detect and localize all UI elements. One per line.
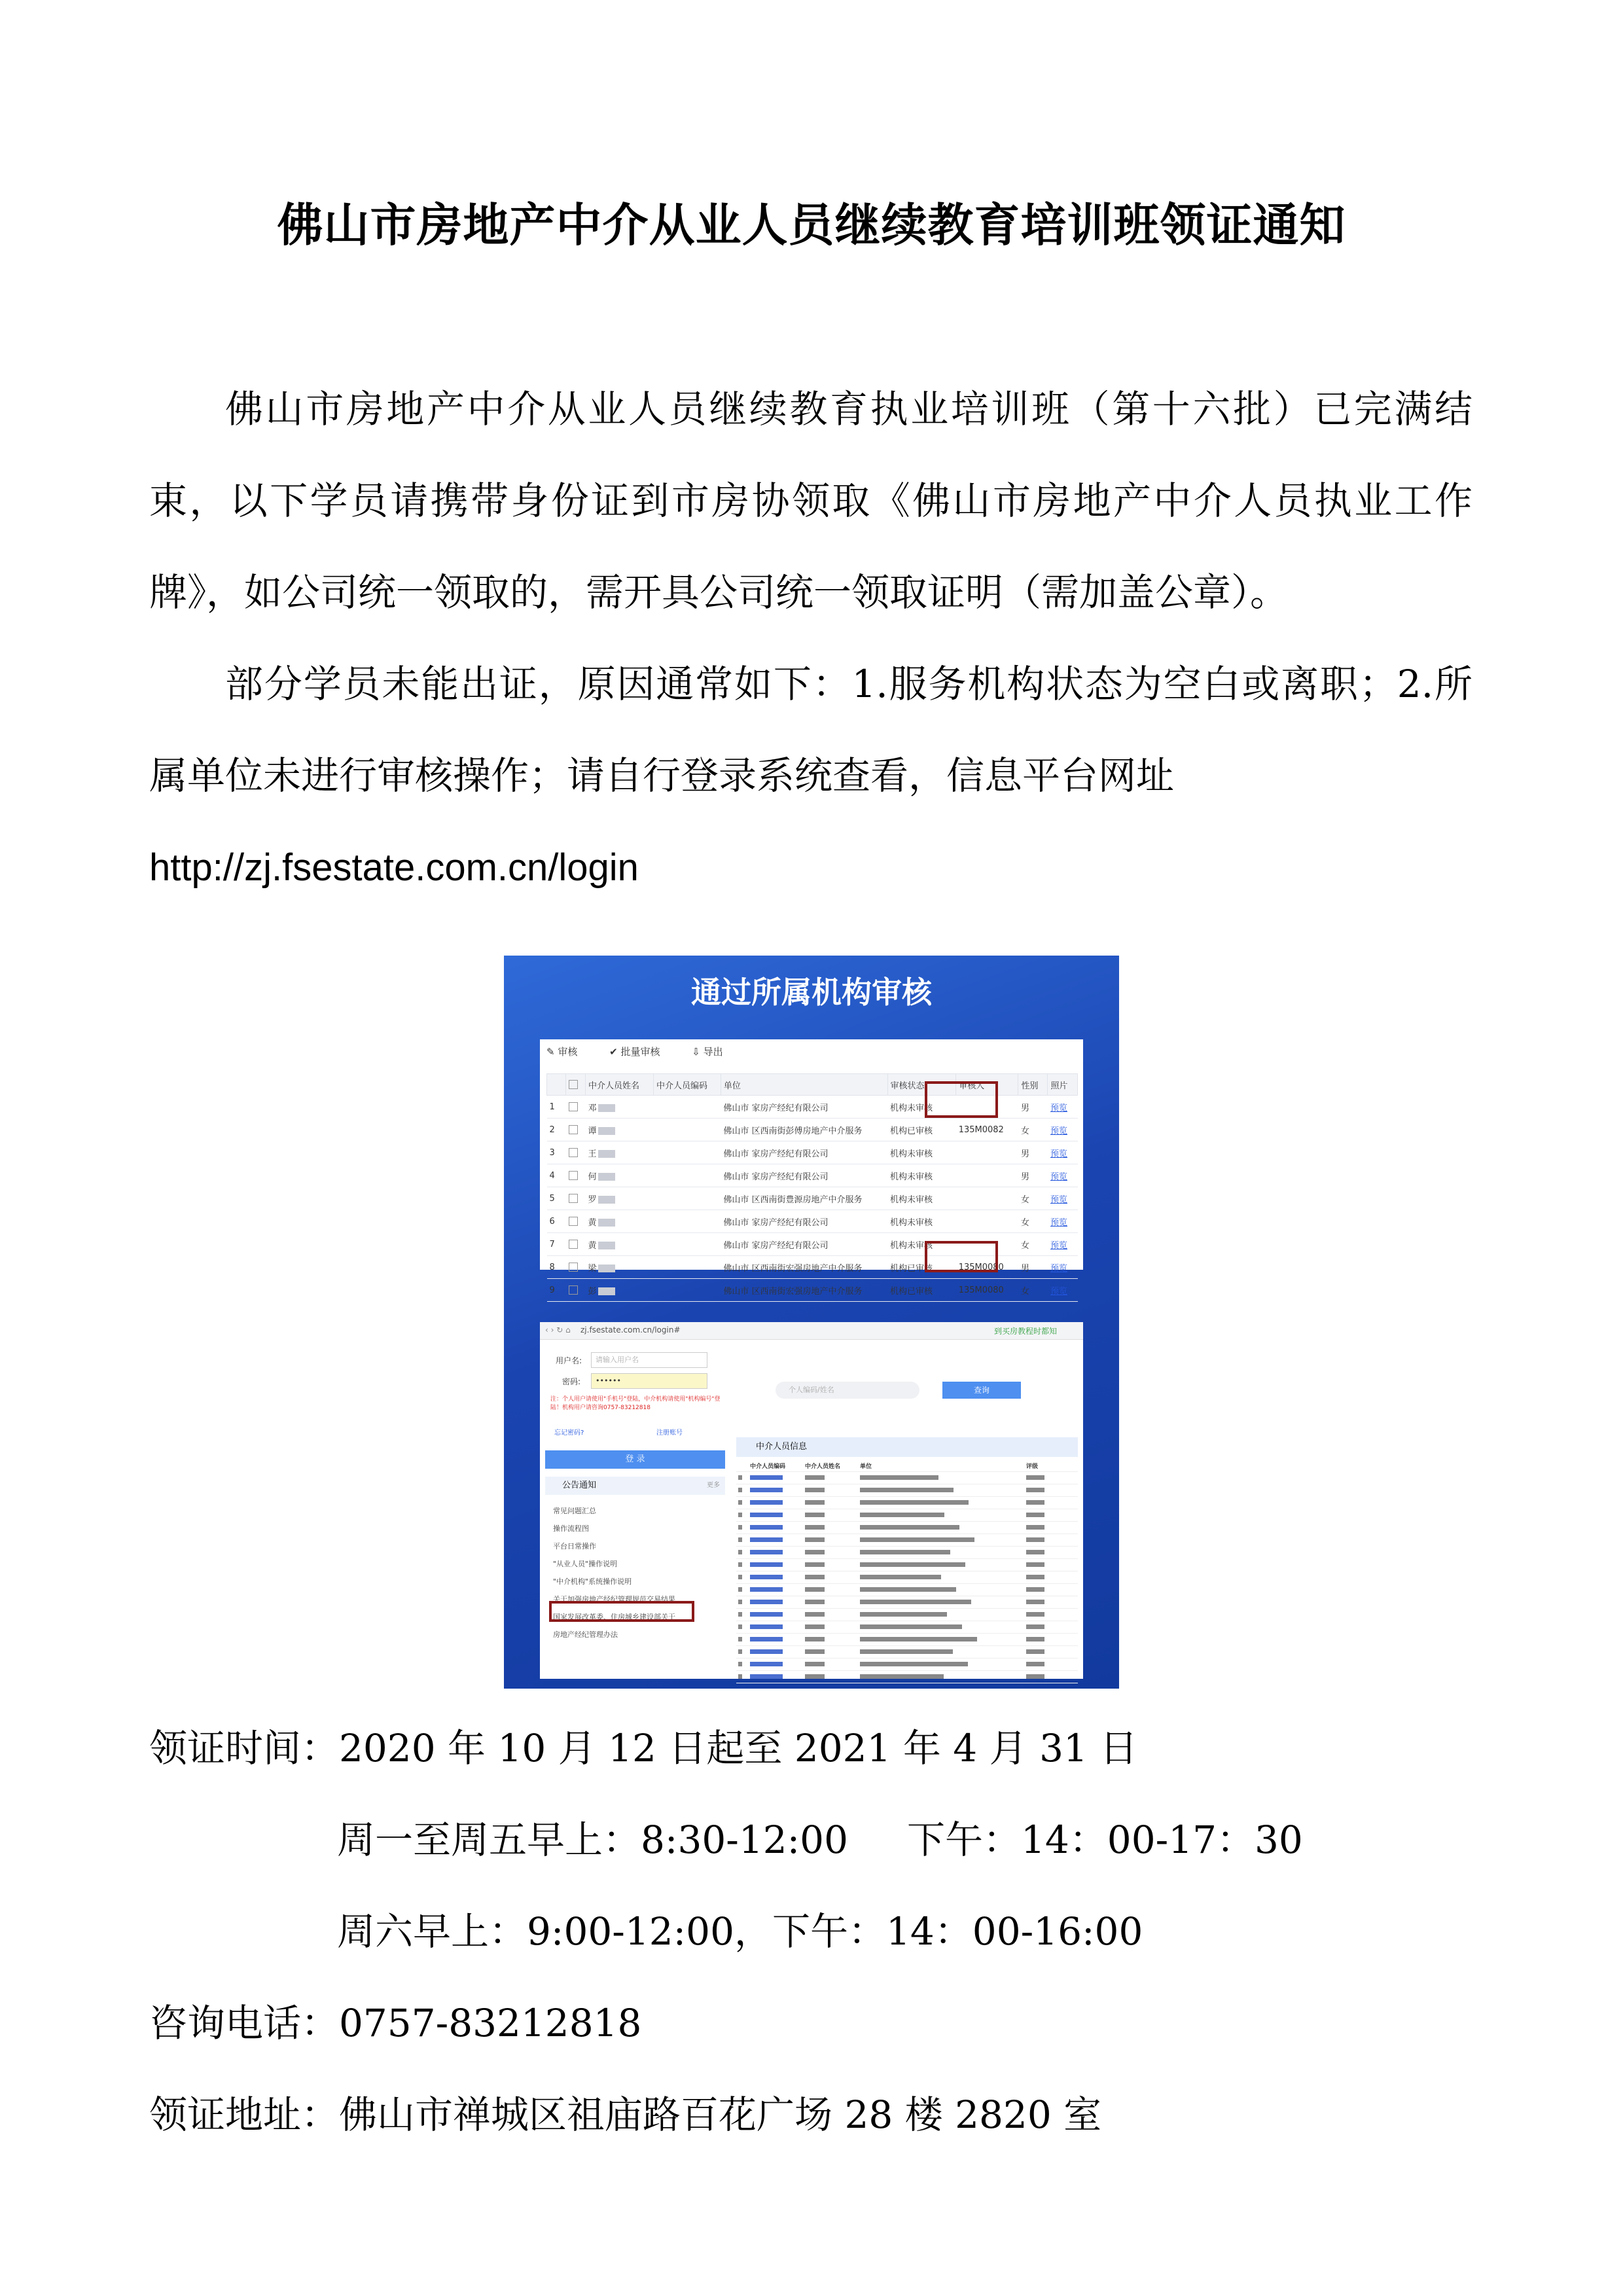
- address-right-text: 到买房教程时都知: [993, 1327, 1057, 1336]
- row-code: [653, 1187, 721, 1210]
- col-reviewer[interactable]: 审核人: [956, 1074, 1018, 1096]
- notice-title: 公告通知: [562, 1480, 597, 1490]
- col-gender[interactable]: 性别: [1018, 1074, 1048, 1096]
- row-gender: 男: [1018, 1256, 1048, 1279]
- row-status: 机构已审核: [887, 1119, 956, 1141]
- list-header-cell: 评级: [1024, 1460, 1078, 1472]
- row-checkbox[interactable]: [569, 1125, 578, 1134]
- batch-review-button[interactable]: ✔ 批量审核: [609, 1046, 660, 1058]
- password-label: 密码:: [562, 1377, 581, 1386]
- search-input[interactable]: 个人编码/姓名: [776, 1382, 919, 1399]
- row-gender: 女: [1018, 1279, 1048, 1302]
- row-status: 机构已审核: [887, 1279, 956, 1302]
- row-reviewer: 135M0080: [956, 1256, 1018, 1279]
- row-photo-link[interactable]: 预览: [1048, 1164, 1078, 1187]
- collection-address: 领证地址：佛山市禅城区祖庙路百花广场 28 楼 2820 室: [149, 2092, 1102, 2137]
- row-reviewer: [956, 1187, 1018, 1210]
- row-gender: 女: [1018, 1187, 1048, 1210]
- list-item[interactable]: [736, 1547, 1078, 1559]
- review-table-panel: [540, 1039, 1083, 1297]
- row-checkbox[interactable]: [569, 1171, 578, 1180]
- row-code: [653, 1210, 721, 1233]
- list-header-cell: 中介人员姓名: [803, 1460, 858, 1472]
- row-status: 机构未审核: [887, 1164, 956, 1187]
- weekday-morning: 周一至周五早上：8:30-12:00: [337, 1818, 848, 1862]
- row-unit: 佛山市 家房产经纪有限公司: [721, 1210, 887, 1233]
- row-status: 机构未审核: [887, 1096, 956, 1119]
- search-button[interactable]: 查询: [942, 1382, 1021, 1399]
- row-gender: 女: [1018, 1210, 1048, 1233]
- list-item[interactable]: [736, 1634, 1078, 1646]
- search-pane: [736, 1346, 1078, 1673]
- col-name[interactable]: 中介人员姓名: [586, 1074, 654, 1096]
- list-header-row: [736, 1460, 1078, 1472]
- list-item[interactable]: [736, 1571, 1078, 1584]
- collection-time: 领证时间：2020 年 10 月 12 日起至 2021 年 4 月 31 日: [149, 1726, 1138, 1770]
- row-number: 5: [547, 1187, 566, 1210]
- notice-item[interactable]: 国家发展改革委、住房城乡建设部关于: [553, 1613, 675, 1621]
- list-item[interactable]: [736, 1584, 1078, 1596]
- row-code: [653, 1233, 721, 1256]
- row-name: 梁: [586, 1256, 654, 1279]
- notice-item[interactable]: "从业人员"操作说明: [553, 1560, 618, 1568]
- row-reviewer: 135M0082: [956, 1119, 1018, 1141]
- col-status[interactable]: 审核状态: [887, 1074, 956, 1096]
- row-code: [653, 1256, 721, 1279]
- row-checkbox[interactable]: [569, 1240, 578, 1249]
- row-checkbox[interactable]: [569, 1148, 578, 1157]
- table-row[interactable]: [547, 1141, 1078, 1164]
- row-name: 谭: [586, 1119, 654, 1141]
- row-unit: 佛山市 区西南街宏强房地产中介服务: [721, 1279, 887, 1302]
- toolbar: [546, 1045, 752, 1058]
- col-code[interactable]: 中介人员编码: [653, 1074, 721, 1096]
- row-checkbox[interactable]: [569, 1263, 578, 1272]
- row-photo-link[interactable]: 预览: [1048, 1210, 1078, 1233]
- address-url: zj.fsestate.com.cn/login#: [580, 1325, 681, 1335]
- row-number: 7: [547, 1233, 566, 1256]
- weekday-hours: [337, 1809, 1303, 1864]
- row-photo-link[interactable]: 预览: [1048, 1256, 1078, 1279]
- login-button[interactable]: 登 录: [545, 1450, 725, 1469]
- agent-list-table: [736, 1460, 1078, 1683]
- row-name: 黄: [586, 1210, 654, 1233]
- row-photo-link[interactable]: 预览: [1048, 1233, 1078, 1256]
- system-guide-highlight-box: [549, 1601, 694, 1622]
- row-number: 4: [547, 1164, 566, 1187]
- row-status: 机构未审核: [887, 1210, 956, 1233]
- row-code: [653, 1141, 721, 1164]
- table-row[interactable]: [547, 1210, 1078, 1233]
- address-bar[interactable]: [540, 1322, 1083, 1340]
- list-title: 中介人员信息: [736, 1437, 1078, 1457]
- col-photo[interactable]: 照片: [1048, 1074, 1078, 1096]
- list-item[interactable]: [736, 1472, 1078, 1484]
- row-name: 罗: [586, 1187, 654, 1210]
- list-item[interactable]: [736, 1534, 1078, 1547]
- notice-item[interactable]: 操作流程图: [553, 1524, 589, 1533]
- row-photo-link[interactable]: 预览: [1048, 1279, 1078, 1302]
- row-unit: 佛山市 家房产经纪有限公司: [721, 1164, 887, 1187]
- row-number: 6: [547, 1210, 566, 1233]
- row-reviewer: 135M0080: [956, 1279, 1018, 1302]
- list-item[interactable]: [736, 1621, 1078, 1634]
- list-header-cell: 中介人员编码: [748, 1460, 803, 1472]
- register-link[interactable]: 注册账号: [656, 1429, 683, 1437]
- review-table: [546, 1073, 1078, 1302]
- nav-icons[interactable]: ‹ › ↻ ⌂: [545, 1325, 571, 1335]
- row-name: 黄: [586, 1233, 654, 1256]
- notice-paragraph-2-text: 部分学员未能出证，原因通常如下：1.服务机构状态为空白或离职；2.所属单位未进行审核操作；请自行登录系统查看，信息平台网址: [149, 662, 1472, 798]
- row-unit: 佛山市 家房产经纪有限公司: [721, 1233, 887, 1256]
- export-button[interactable]: ⇩ 导出: [692, 1046, 723, 1058]
- list-item[interactable]: [736, 1484, 1078, 1497]
- login-hint: 注：个人用户请使用"手机号"登陆，中介机构请使用"机构编号"登陆！机构用户请咨询0757-83212818: [550, 1396, 721, 1411]
- table-row[interactable]: [547, 1164, 1078, 1187]
- username-input[interactable]: 请输入用户名: [591, 1352, 707, 1368]
- username-label: 用户名:: [556, 1356, 582, 1365]
- row-unit: 佛山市 区西南街宏强房地产中介服务: [721, 1256, 887, 1279]
- row-photo-link[interactable]: 预览: [1048, 1119, 1078, 1141]
- page-title: 佛山市房地产中介从业人员继续教育培训班领证通知: [277, 198, 1346, 252]
- row-name: 王: [586, 1141, 654, 1164]
- table-row[interactable]: [547, 1279, 1078, 1302]
- row-gender: 男: [1018, 1096, 1048, 1119]
- review-button[interactable]: ✎ 审核: [546, 1046, 578, 1058]
- list-item[interactable]: [736, 1509, 1078, 1522]
- notice-item[interactable]: 平台日常操作: [553, 1542, 596, 1551]
- row-code: [653, 1119, 721, 1141]
- notice-item[interactable]: 房地产经纪管理办法: [553, 1630, 618, 1639]
- row-name: 何: [586, 1164, 654, 1187]
- row-unit: 佛山市 家房产经纪有限公司: [721, 1141, 887, 1164]
- list-item[interactable]: [736, 1596, 1078, 1609]
- row-unit: 佛山市 区西南街彭傅房地产中介服务: [721, 1119, 887, 1141]
- notice-item[interactable]: "中介机构"系统操作说明: [553, 1577, 632, 1586]
- row-checkbox[interactable]: [569, 1194, 578, 1203]
- row-checkbox[interactable]: [569, 1102, 578, 1111]
- row-gender: 女: [1018, 1119, 1048, 1141]
- row-code: [653, 1164, 721, 1187]
- row-photo-link[interactable]: 预览: [1048, 1141, 1078, 1164]
- login-page-panel: [540, 1322, 1083, 1679]
- row-checkbox[interactable]: [569, 1217, 578, 1226]
- list-header-cell: [736, 1460, 748, 1472]
- row-status: 机构未审核: [887, 1187, 956, 1210]
- row-status: 机构已审核: [887, 1256, 956, 1279]
- table-row[interactable]: [547, 1187, 1078, 1210]
- row-status: 机构未审核: [887, 1233, 956, 1256]
- row-number: 9: [547, 1279, 566, 1302]
- list-item[interactable]: [736, 1559, 1078, 1571]
- list-item[interactable]: [736, 1497, 1078, 1509]
- row-name: 彭: [586, 1279, 654, 1302]
- status-highlight-box-2: [925, 1241, 998, 1272]
- row-number: 8: [547, 1256, 566, 1279]
- notice-item[interactable]: 关于加强房地产经纪管理规范交易结果: [553, 1595, 675, 1604]
- instruction-screenshot: [504, 956, 1119, 1689]
- row-unit: 佛山市 区西南街豊源房地产中介服务: [721, 1187, 887, 1210]
- notice-paragraph-1: 佛山市房地产中介从业人员继续教育执业培训班（第十六批）已完满结束，以下学员请携带身份证到市房协领取《佛山市房地产中介人员执业工作牌》，如公司统一领取的，需开具公司统一领取证明（需加盖公章）。: [149, 387, 1472, 615]
- row-unit: 佛山市 家房产经纪有限公司: [721, 1096, 887, 1119]
- row-status: 机构未审核: [887, 1141, 956, 1164]
- row-number: 1: [547, 1096, 566, 1119]
- row-reviewer: [956, 1141, 1018, 1164]
- list-header-cell: 单位: [858, 1460, 1024, 1472]
- notice-more-link[interactable]: 更多: [707, 1482, 720, 1489]
- row-photo-link[interactable]: 预览: [1048, 1187, 1078, 1210]
- row-code: [653, 1096, 721, 1119]
- list-item[interactable]: [736, 1522, 1078, 1534]
- forgot-password-link[interactable]: 忘记密码?: [554, 1429, 584, 1437]
- password-input[interactable]: ••••••: [591, 1373, 707, 1389]
- table-row[interactable]: [547, 1119, 1078, 1141]
- list-item[interactable]: [736, 1646, 1078, 1659]
- row-number: 2: [547, 1119, 566, 1141]
- row-gender: 男: [1018, 1164, 1048, 1187]
- row-name: 邓: [586, 1096, 654, 1119]
- notice-header: [545, 1477, 725, 1495]
- weekday-afternoon: 下午：14：00-17：30: [907, 1818, 1303, 1862]
- col-unit[interactable]: 单位: [721, 1074, 887, 1096]
- platform-url[interactable]: http://zj.fsestate.com.cn/login: [149, 846, 639, 889]
- figure-banner: 通过所属机构审核: [691, 975, 932, 1010]
- list-item[interactable]: [736, 1659, 1078, 1671]
- row-reviewer: [956, 1210, 1018, 1233]
- row-number: 3: [547, 1141, 566, 1164]
- select-all-checkbox[interactable]: [569, 1080, 578, 1089]
- row-gender: 男: [1018, 1141, 1048, 1164]
- saturday-hours: 周六早上：9:00-12:00，下午：14：00-16:00: [337, 1909, 1143, 1954]
- notice-paragraph-2: [149, 638, 1472, 914]
- notice-item[interactable]: 常见问题汇总: [553, 1507, 596, 1515]
- notice-list: [553, 1502, 723, 1643]
- row-gender: 女: [1018, 1233, 1048, 1256]
- status-highlight-box-1: [925, 1081, 998, 1118]
- row-photo-link[interactable]: 预览: [1048, 1096, 1078, 1119]
- row-code: [653, 1279, 721, 1302]
- contact-phone: 咨询电话：0757-83212818: [149, 2001, 642, 2045]
- list-item[interactable]: [736, 1609, 1078, 1621]
- row-reviewer: [956, 1164, 1018, 1187]
- list-item[interactable]: [736, 1671, 1078, 1683]
- row-checkbox[interactable]: [569, 1285, 578, 1295]
